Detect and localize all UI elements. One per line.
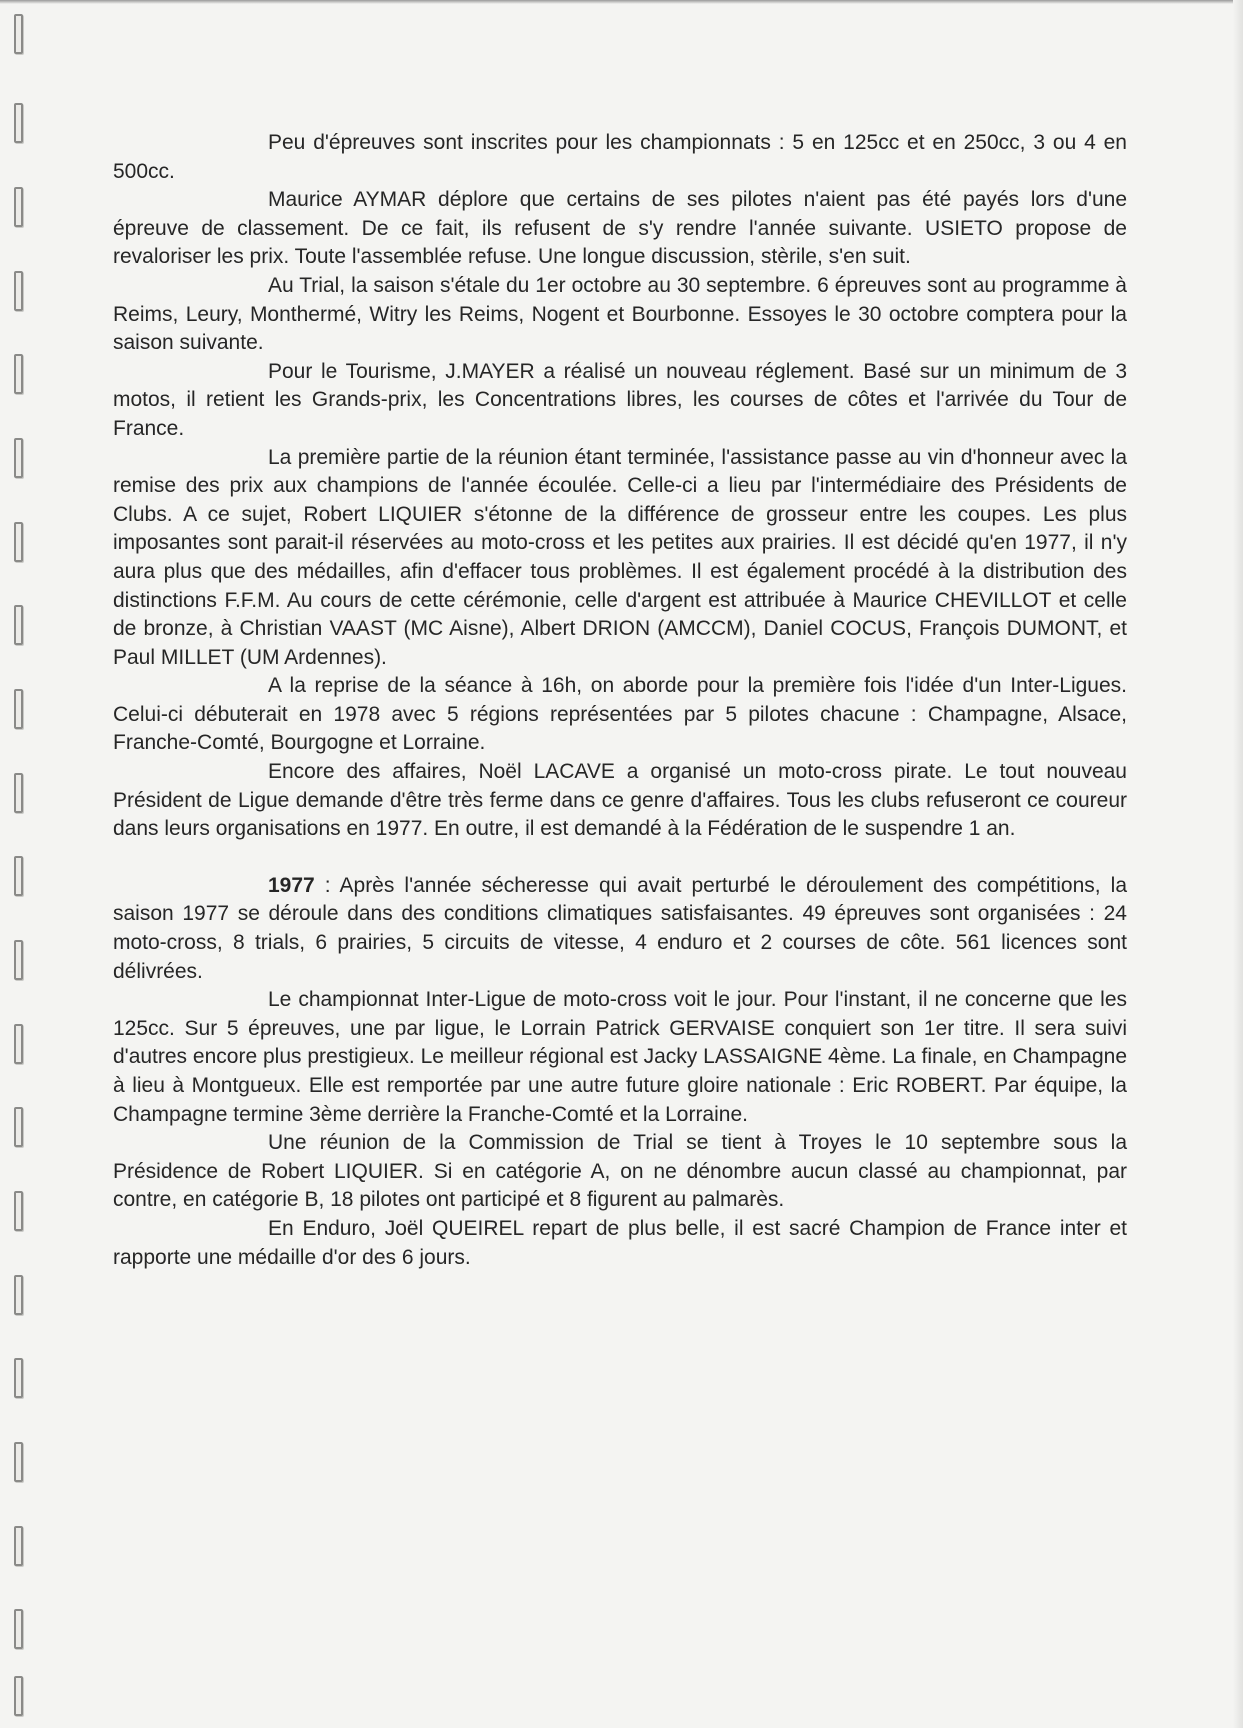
paragraph-remise-des-prix: La première partie de la réunion étant terminée, l'assistance passe au vin d'honneur avec la remise des prix aux champions de l'année écoulée. Celle-ci a lieu par l'intermédiaire des Présidents de Clubs. A ce sujet, Robert LIQUIER s'étonne de la différence de grosseur entre les coupes. Les plus imposantes sont parait-il réservées au moto-cross et les petites aux prairies. Il est décidé qu'en 1977, il n'y aura plus que des médailles, afin d'effacer tous problèmes. Il est également procédé à la distribution des distinctions F.F.M. Au cours de cette cérémonie, celle d'argent est attribuée à Maurice CHEVILLOT et celle de bronze, à Christian VAAST (MC Aisne), Albert DRION (AMCCM), Daniel COCUS, François DUMONT, et Paul MILLET (UM Ardennes).: [113, 445, 1127, 669]
binding-hole: [14, 14, 23, 54]
binding-holes: [0, 0, 40, 1728]
binding-hole: [14, 438, 23, 478]
paragraph-commission-trial: Une réunion de la Commission de Trial se tient à Troyes le 10 septembre sous la Présidence de Robert LIQUIER. Si en catégorie A, on ne dénombre aucun classé au championnat, par contre, en catégorie B, 18 pilotes ont participé et 8 figurent au palmarès.: [113, 1131, 1127, 1212]
binding-hole: [14, 773, 23, 813]
paragraph-enduro: En Enduro, Joël QUEIREL repart de plus belle, il est sacré Champion de France inter et rapporte une médaille d'or des 6 jours.: [113, 1216, 1127, 1269]
paragraph-aymar: Maurice AYMAR déplore que certains de ses pilotes n'aient pas été payés lors d'une épreuve de classement. De ce fait, ils refusent de s'y rendre l'année suivante. USIETO propose de revaloriser les prix. Toute l'assemblée refuse. Une longue discussion, stèrile, s'en suit.: [113, 188, 1127, 269]
binding-hole: [14, 1024, 23, 1064]
paragraph-affaires: Encore des affaires, Noël LACAVE a organisé un moto-cross pirate. Le tout nouveau Président de Ligue demande d'être très ferme dans ce genre d'affaires. Tous les clubs refuseront ce coureur dans leurs organisations en 1977. En outre, il est demandé à la Fédération de le suspendre 1 an.: [113, 760, 1127, 841]
binding-hole: [14, 187, 23, 227]
paragraph-championnats: Peu d'épreuves sont inscrites pour les championnats : 5 en 125cc et en 250cc, 3 ou 4 en 500cc.: [113, 131, 1127, 183]
page-right-shadow: [1233, 0, 1243, 1728]
document-body: [113, 129, 1127, 1272]
binding-hole: [14, 689, 23, 729]
binding-hole: [14, 1526, 23, 1566]
paragraph-tourisme: Pour le Tourisme, J.MAYER a réalisé un nouveau réglement. Basé sur un minimum de 3 motos, il retient les Grands-prix, les Concentrations libres, les courses de côtes et l'arrivée du Tour de France.: [113, 359, 1127, 440]
binding-hole: [14, 1676, 23, 1716]
binding-hole: [14, 103, 23, 143]
section-1977-intro: [113, 872, 1127, 986]
binding-hole: [14, 1275, 23, 1315]
binding-hole: [14, 1191, 23, 1231]
binding-hole: [14, 271, 23, 311]
paragraph-trial: Au Trial, la saison s'étale du 1er octobre au 30 septembre. 6 épreuves sont au programme à Reims, Leury, Monthermé, Witry les Reims, Nogent et Bourbonne. Essoyes le 30 octobre comptera pour la saison suivante.: [113, 273, 1127, 355]
section-1977-year: 1977: [268, 873, 315, 897]
binding-hole: [14, 1609, 23, 1649]
binding-hole: [14, 940, 23, 980]
binding-hole: [14, 522, 23, 562]
binding-hole: [14, 1442, 23, 1482]
paragraph-inter-ligue-motocross: Le championnat Inter-Ligue de moto-cross voit le jour. Pour l'instant, il ne concerne que les 125cc. Sur 5 épreuves, une par ligue, le Lorrain Patrick GERVAISE conquiert son 1er titre. Il sera suivi d'autres encore plus prestigieux. Le meilleur régional est Jacky LASSAIGNE 4ème. La finale, en Champagne à lieu à Montgueux. Elle est remportée par une autre future gloire nationale : Eric ROBERT. Par équipe, la Champagne termine 3ème derrière la Franche-Comté et la Lorraine.: [113, 988, 1127, 1126]
paragraph-inter-ligues: A la reprise de la séance à 16h, on aborde pour la première fois l'idée d'un Inter-Ligues. Celui-ci débuterait en 1978 avec 5 régions représentées par 5 pilotes chacune : Champagne, Alsace, Franche-Comté, Bourgogne et Lorraine.: [113, 674, 1127, 755]
binding-hole: [14, 856, 23, 896]
binding-hole: [14, 605, 23, 645]
page-top-shadow: [0, 0, 1243, 4]
binding-hole: [14, 1358, 23, 1398]
binding-hole: [14, 1107, 23, 1147]
section-1977-intro-text: : Après l'année sécheresse qui avait perturbé le déroulement des compétitions, la saison 1977 se déroule dans des conditions climatiques satisfaisantes. 49 épreuves sont organisées : 24 moto-cross, 8 trials, 6 prairies, 5 circuits de vitesse, 4 enduro et 2 courses de côte. 561 licences sont délivrées.: [113, 873, 1127, 983]
binding-hole: [14, 354, 23, 394]
